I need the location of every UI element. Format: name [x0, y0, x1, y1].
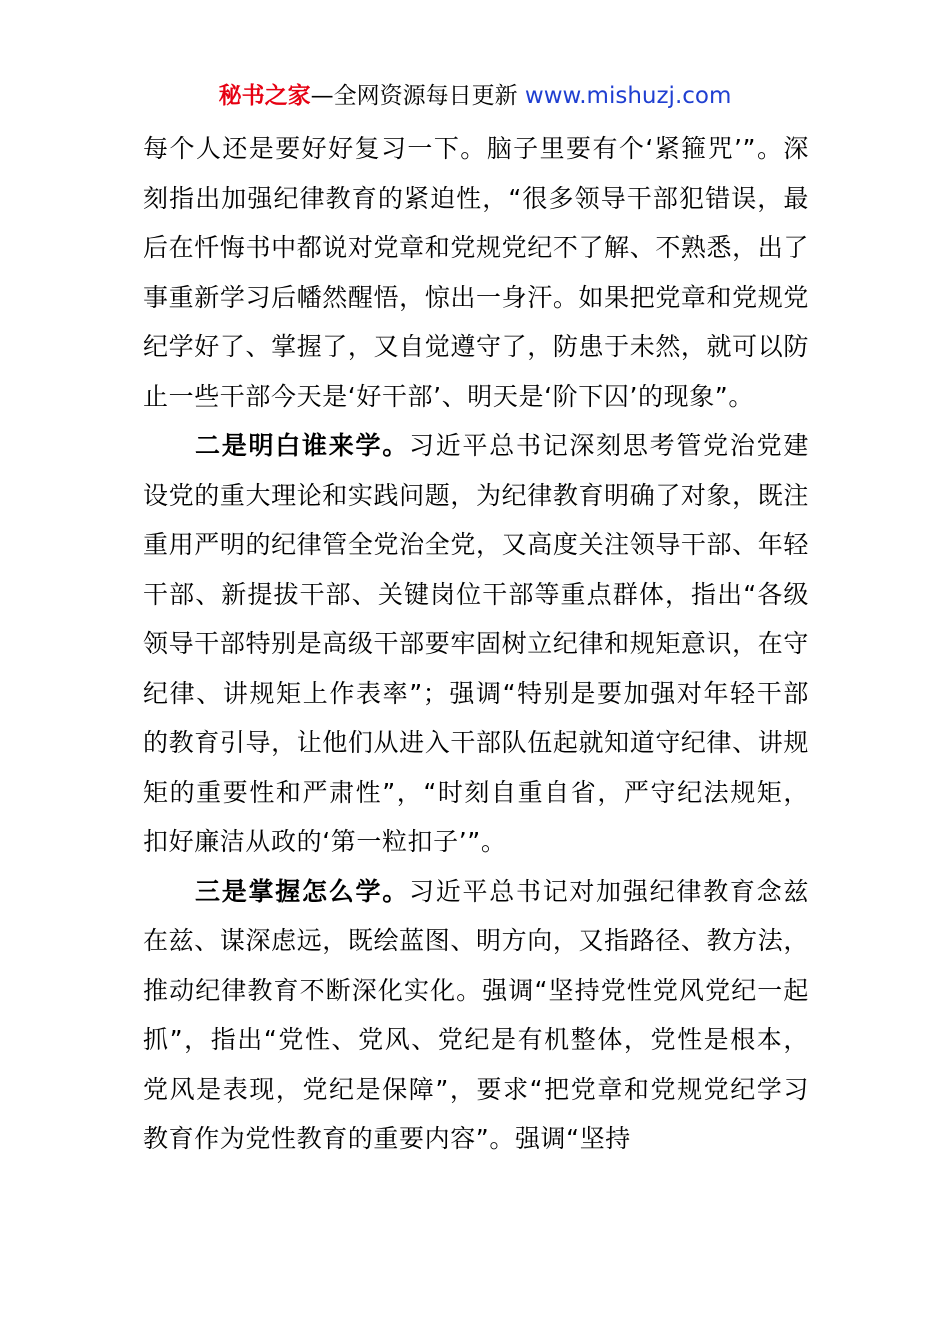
site-brand: 秘书之家: [218, 83, 311, 109]
paragraph-text: 每个人还是要好好复习一下。脑子里要有个‘紧箍咒’”。深刻指出加强纪律教育的紧迫性，“很多领导干部犯错误，最后在忏悔书中都说对党章和党规党纪不了解、不熟悉，出了事重新学习后幡然醒悟，惊出一身汗。如果把党章和党规党纪学好了、掌握了，又自觉遵守了，防患于未然，就可以防止一些干部今天是‘好干部’、明天是‘阶下囚’的现象”。: [143, 134, 809, 411]
paragraph-lead: 三是掌握怎么学。: [195, 876, 409, 906]
page-header: [0, 80, 950, 112]
paragraph-lead: 二是明白谁来学。: [195, 431, 409, 460]
paragraph-how-to-learn: [143, 867, 809, 1164]
paragraph-text: 习近平总书记对加强纪律教育念兹在兹、谋深虑远，既绘蓝图、明方向，又指路径、教方法，推动纪律教育不断深化实化。强调“坚持党性党风党纪一起抓”，指出“党性、党风、党纪是有机整体，党性是根本，党风是表现，党纪是保障”，要求“把党章和党规党纪学习教育作为党性教育的重要内容”。强调“坚持: [143, 876, 809, 1153]
document-body: [143, 124, 809, 1164]
paragraph-continued: [143, 124, 809, 421]
paragraph-who-learns: [143, 421, 809, 867]
site-tagline: —全网资源每日更新: [310, 83, 518, 109]
site-url-link[interactable]: www.mishuzj.com: [524, 83, 732, 109]
paragraph-text: 习近平总书记深刻思考管党治党建设党的重大理论和实践问题，为纪律教育明确了对象，既注重用严明的纪律管全党治全党，又高度关注领导干部、年轻干部、新提拔干部、关键岗位干部等重点群体，指出“各级领导干部特别是高级干部要牢固树立纪律和规矩意识，在守纪律、讲规矩上作表率”；强调“特别是要加强对年轻干部的教育引导，让他们从进入干部队伍起就知道守纪律、讲规矩的重要性和严肃性”，“时刻自重自省，严守纪法规矩，扣好廉洁从政的‘第一粒扣子’”。: [143, 431, 809, 856]
